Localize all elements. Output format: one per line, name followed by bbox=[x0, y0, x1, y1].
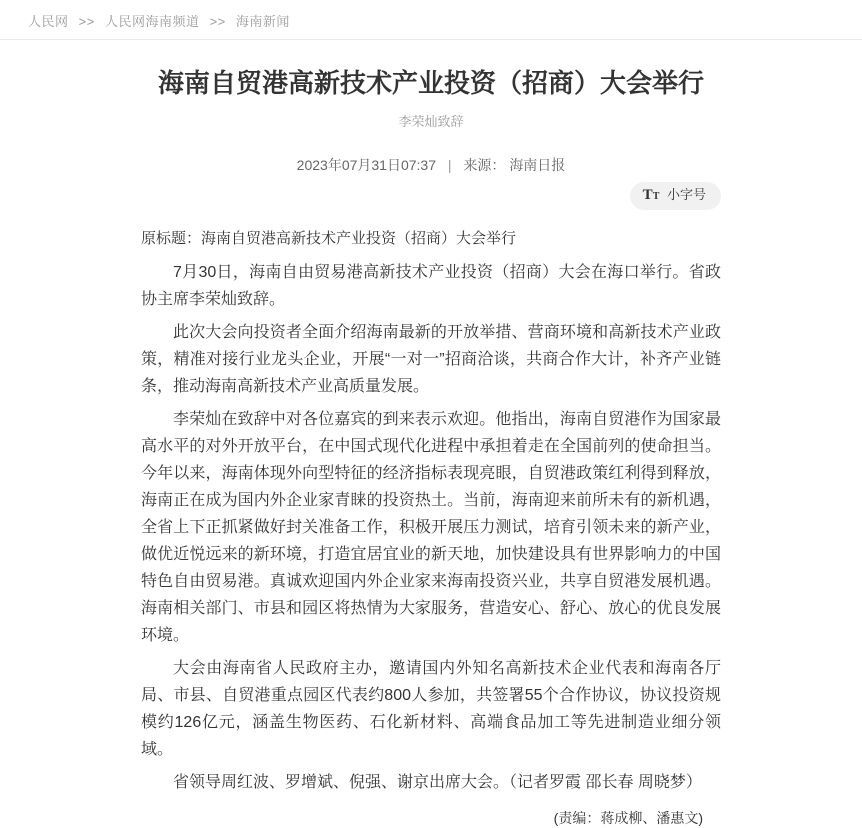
page-title: 海南自贸港高新技术产业投资（招商）大会举行 bbox=[157, 68, 704, 98]
article-toolbar bbox=[141, 182, 721, 210]
breadcrumb-separator: >> bbox=[78, 14, 95, 29]
original-title-text: 海南自贸港高新技术产业投资（招商）大会举行 bbox=[201, 230, 517, 247]
article-body bbox=[141, 259, 721, 796]
source-link[interactable]: 海南日报 bbox=[509, 157, 566, 173]
publish-datetime: 2023年07月31日07:37 bbox=[296, 157, 436, 173]
article-meta bbox=[141, 155, 721, 175]
article-container bbox=[141, 67, 721, 828]
article-paragraph: 此次大会向投资者全面介绍海南最新的开放举措、营商环境和高新技术产业政策，精准对接行业龙头企业，开展“一对一”招商洽谈，共商合作大计，补齐产业链条，推动海南高新技术产业高质量发展。 bbox=[141, 324, 721, 395]
article-subtitle: 李荣灿致辞 bbox=[398, 114, 464, 129]
breadcrumb-link-home[interactable]: 人民网 bbox=[28, 14, 69, 29]
breadcrumb-separator: >> bbox=[209, 14, 226, 29]
breadcrumb bbox=[0, 0, 862, 40]
meta-separator: | bbox=[447, 157, 452, 173]
font-size-icon: TT bbox=[642, 187, 660, 203]
article-paragraph: 大会由海南省人民政府主办，邀请国内外知名高新技术企业代表和海南各厅局、市县、自贸港重点园区代表约800人参加，共签署55个合作协议，协议投资规模约126亿元，涵盖生物医药、石化新材料、高端食品加工等先进制造业细分领域。 bbox=[141, 660, 721, 758]
breadcrumb-link-channel[interactable]: 人民网海南频道 bbox=[104, 14, 200, 29]
breadcrumb-link-section[interactable]: 海南新闻 bbox=[235, 14, 290, 29]
original-title-line bbox=[141, 229, 721, 249]
editors-credit: (责编：蒋成柳、潘惠文) bbox=[553, 810, 703, 826]
article-paragraph: 7月30日，海南自由贸易港高新技术产业投资（招商）大会在海口举行。省政协主席李荣灿致辞。 bbox=[141, 264, 721, 308]
source-label: 来源： bbox=[463, 157, 506, 173]
article-paragraph: 省领导周红波、罗增斌、倪强、谢京出席大会。（记者罗霞 邵长春 周晓梦） bbox=[173, 774, 702, 791]
original-title-label: 原标题： bbox=[141, 230, 202, 247]
article-paragraph: 李荣灿在致辞中对各位嘉宾的到来表示欢迎。他指出，海南自贸港作为国家最高水平的对外开放平台，在中国式现代化进程中承担着走在全国前列的使命担当。今年以来，海南体现外向型特征的经济指标表现亮眼，自贸港政策红利得到释放，海南正在成为国内外企业家青睐的投资热土。当前，海南迎来前所未有的新机遇，全省上下正抓紧做好封关准备工作，积极开展压力测试，培育引领未来的新产业，做优近悦远来的新环境，打造宜居宜业的新天地，加快建设具有世界影响力的中国特色自由贸易港。真诚欢迎国内外企业家来海南投资兴业，共享自贸港发展机遇。海南相关部门、市县和园区将热情为大家服务，营造安心、舒心、放心的优良发展环境。 bbox=[141, 411, 721, 644]
font-size-button[interactable] bbox=[630, 182, 721, 210]
font-size-button-label: 小字号 bbox=[666, 187, 706, 202]
